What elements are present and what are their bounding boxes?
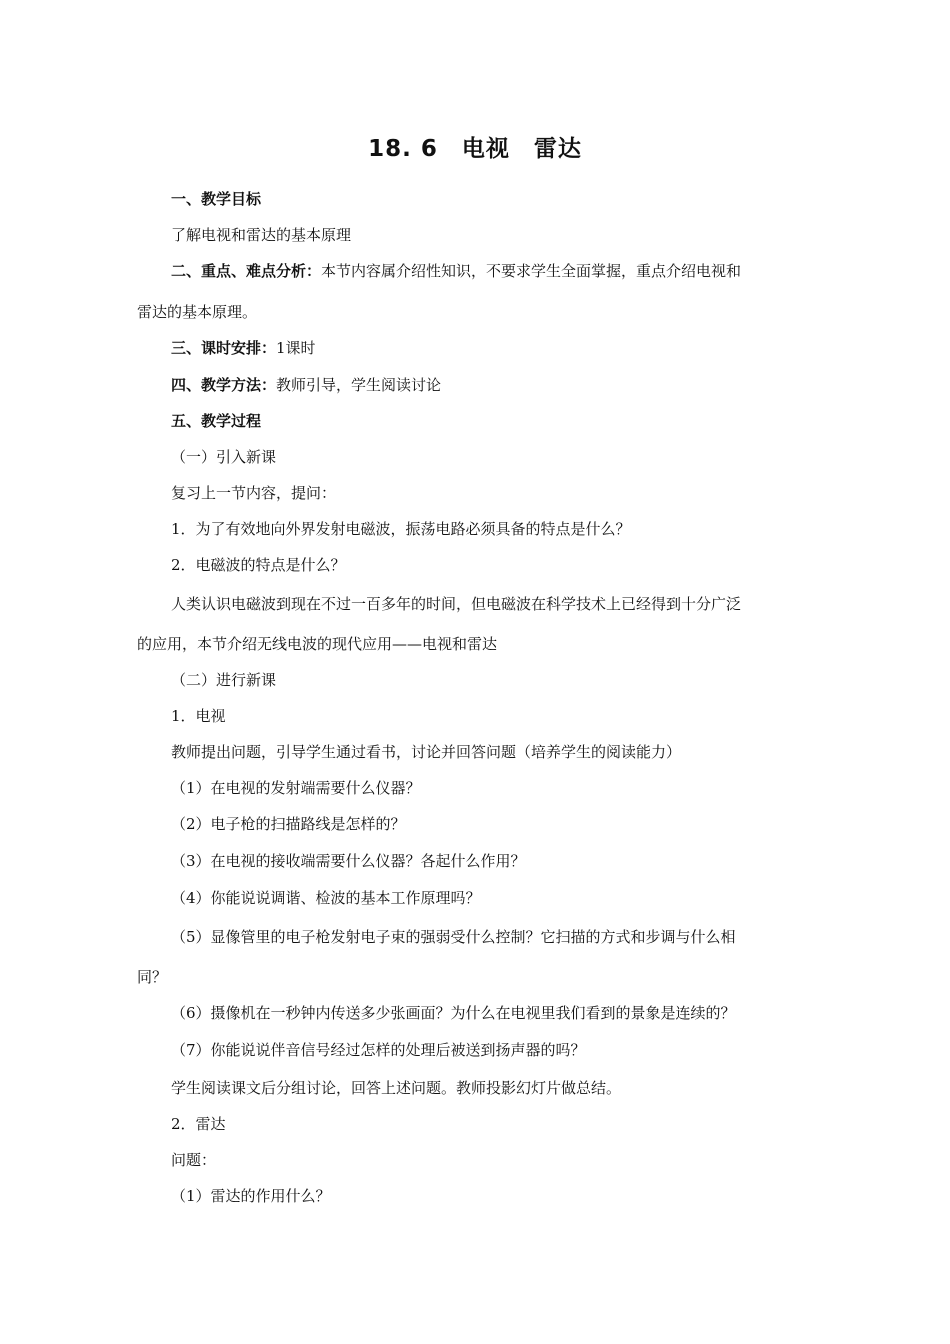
tv-question-2: （2）电子枪的扫描路线是怎样的？: [171, 815, 406, 833]
method-paragraph: [171, 374, 441, 396]
method-text: 教师引导，学生阅读讨论: [276, 376, 442, 394]
tv-heading: 1．电视: [171, 707, 226, 725]
goals-text: 了解电视和雷达的基本原理: [171, 226, 352, 244]
schedule-text: 1课时: [276, 339, 316, 357]
intro-paragraph-continued: 的应用，本节介绍无线电波的现代应用——电视和雷达: [137, 635, 498, 653]
tv-question-4: （4）你能说说调谐、检波的基本工作原理吗？: [171, 889, 481, 907]
tv-question-1: （1）在电视的发射端需要什么仪器？: [171, 779, 421, 797]
intro-paragraph: 人类认识电磁波到现在不过一百多年的时间，但电磁波在科学技术上已经得到十分广泛: [171, 595, 742, 613]
section-heading-process: 五、教学过程: [171, 412, 262, 430]
key-points-text: 本节内容属介绍性知识，不要求学生全面掌握，重点介绍电视和: [321, 262, 742, 280]
section-heading-goals: 一、教学目标: [171, 190, 262, 208]
key-points-text-continued: 雷达的基本原理。: [137, 303, 258, 321]
new-lesson-heading: （二）进行新课: [171, 671, 277, 689]
page-title: 18. 6 电视 雷达: [368, 136, 582, 162]
radar-questions-label: 问题：: [171, 1151, 217, 1169]
key-points-label: 二、重点、难点分析：: [171, 262, 322, 280]
intro-heading: （一）引入新课: [171, 448, 277, 466]
tv-question-5: （5）显像管里的电子枪发射电子束的强弱受什么控制？它扫描的方式和步调与什么相: [171, 928, 736, 946]
review-question-1: 1．为了有效地向外界发射电磁波，振荡电路必须具备的特点是什么？: [171, 520, 631, 538]
tv-question-5-continued: 同？: [137, 968, 168, 986]
review-question-2: 2．电磁波的特点是什么？: [171, 556, 346, 574]
method-label: 四、教学方法：: [171, 376, 277, 394]
radar-heading: 2．雷达: [171, 1115, 226, 1133]
key-points-paragraph: [171, 260, 741, 282]
tv-intro: 教师提出问题，引导学生通过看书，讨论并回答问题（培养学生的阅读能力）: [171, 743, 682, 761]
schedule-paragraph: [171, 337, 316, 359]
tv-summary: 学生阅读课文后分组讨论，回答上述问题。教师投影幻灯片做总结。: [171, 1079, 622, 1097]
schedule-label: 三、课时安排：: [171, 339, 277, 357]
tv-question-7: （7）你能说说伴音信号经过怎样的处理后被送到扬声器的吗？: [171, 1041, 586, 1059]
review-text: 复习上一节内容，提问：: [171, 484, 337, 502]
tv-question-3: （3）在电视的接收端需要什么仪器？各起什么作用？: [171, 852, 526, 870]
tv-question-6: （6）摄像机在一秒钟内传送多少张画面？为什么在电视里我们看到的景象是连续的？: [171, 1004, 736, 1022]
radar-question-1: （1）雷达的作用什么？: [171, 1187, 331, 1205]
